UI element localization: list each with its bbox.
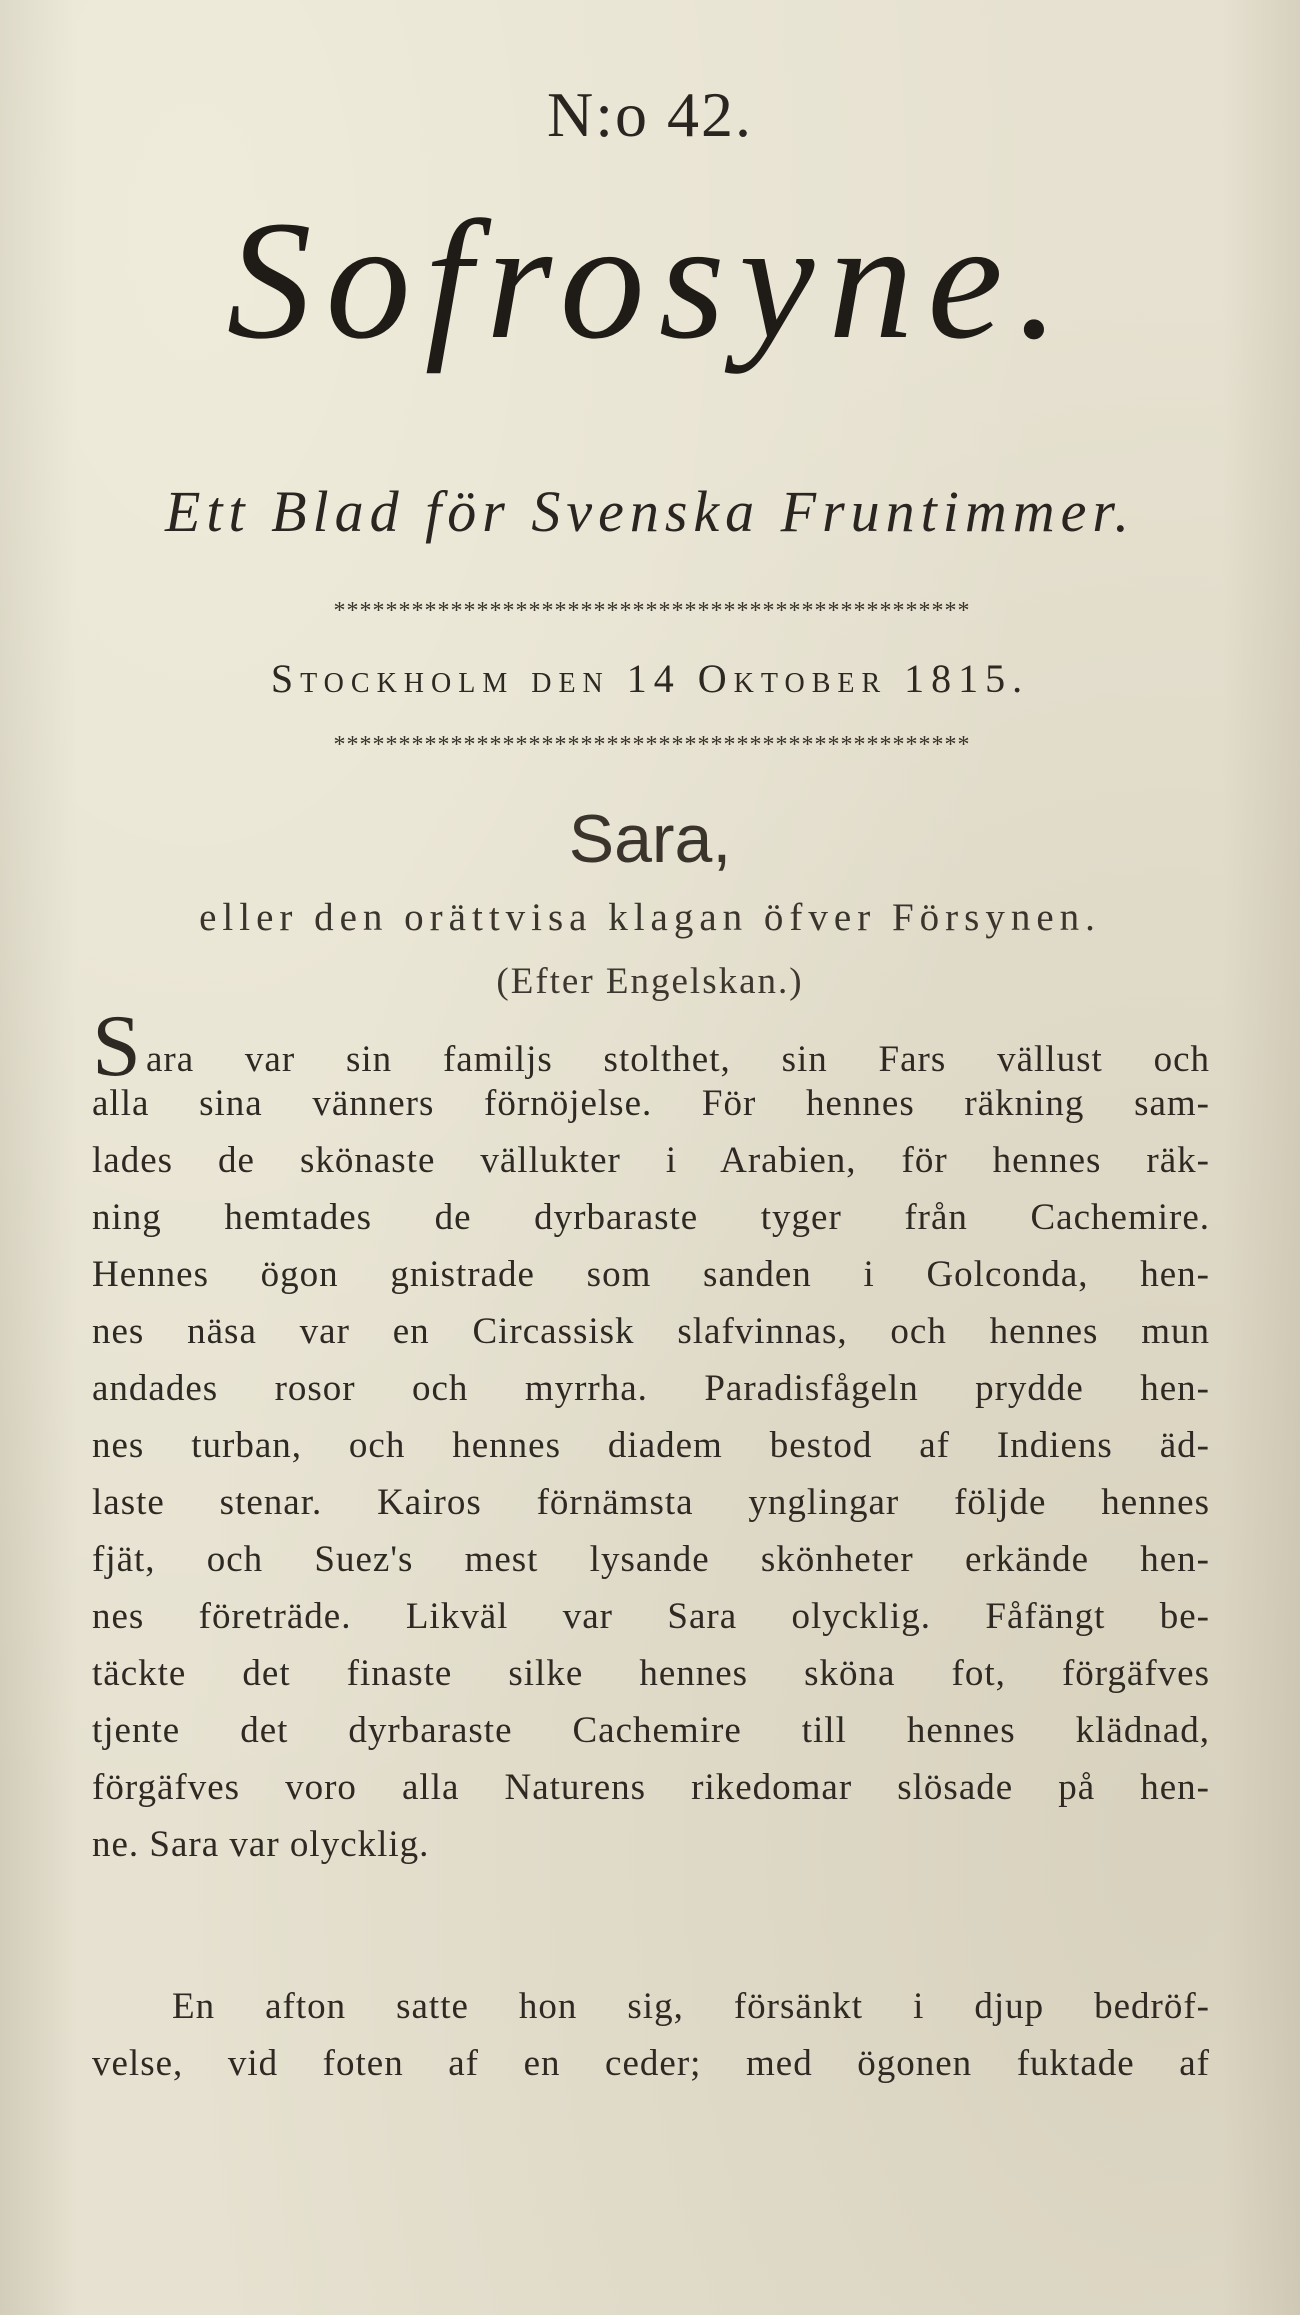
paragraph-line: fjät, och Suez's mest lysande skönheter erkände hen- [92,1539,1210,1580]
paragraph-line: nes turban, och hennes diadem bestod af Indiens äd- [92,1425,1210,1466]
dateline: Stockholm den 14 Oktober 1815. [270,656,1030,701]
paragraph-line: alla sina vänners förnöjelse. För hennes räkning sam- [92,1083,1210,1124]
masthead-subtitle: Ett Blad för Svenska Fruntimmer. [164,479,1136,544]
paragraph-line: Hennes ögon gnistrade som sanden i Golconda, hen- [92,1254,1210,1295]
paragraph-line: ning hemtades de dyrbaraste tyger från Cachemire. [92,1197,1210,1238]
ornament-rule-top: ************************************************* [333,598,971,624]
paragraph-line: velse, vid foten af en ceder; med ögonen fuktade af [92,2043,1210,2084]
paragraph-line: täckte det finaste silke hennes sköna fot, förgäfves [92,1653,1210,1694]
paragraph-line-text: ara var sin familjs stolthet, sin Fars vällust och [145,1039,1210,1080]
article-title: Sara, [568,801,732,877]
paragraph-line: förgäfves voro alla Naturens rikedomar slösade på hen- [92,1767,1210,1808]
paragraph-line [92,998,1210,1095]
ornament-rule-bottom: ************************************************* [333,732,971,758]
issue-number: N:o 42. [547,79,753,150]
paragraph-line: tjente det dyrbaraste Cachemire till hennes klädnad, [92,1710,1210,1751]
paragraph-line: En afton satte hon sig, försänkt i djup bedröf- [172,1986,1210,2027]
paragraph-line: laste stenar. Kairos förnämsta ynglingar följde hennes [92,1482,1210,1523]
drop-cap: S [92,998,142,1095]
paragraph-line: andades rosor och myrrha. Paradisfågeln prydde hen- [92,1368,1210,1409]
paragraph-line: lades de skönaste vällukter i Arabien, för hennes räk- [92,1140,1210,1181]
article-subtitle: eller den orättvisa klagan öfver Försynen. [199,896,1101,939]
paragraph-line: nes näsa var en Circassisk slafvinnas, och hennes mun [92,1311,1210,1352]
masthead-title: Sofrosyne. [226,186,1074,374]
article-paragraph-2 [92,1978,1210,2092]
paragraph-line: nes företräde. Likväl var Sara olycklig. Fåfängt be- [92,1596,1210,1637]
article-source-note: (Efter Engelskan.) [496,961,804,1002]
paragraph-line: ne. Sara var olycklig. [92,1824,430,1865]
article-paragraph-1 [92,998,1210,1873]
